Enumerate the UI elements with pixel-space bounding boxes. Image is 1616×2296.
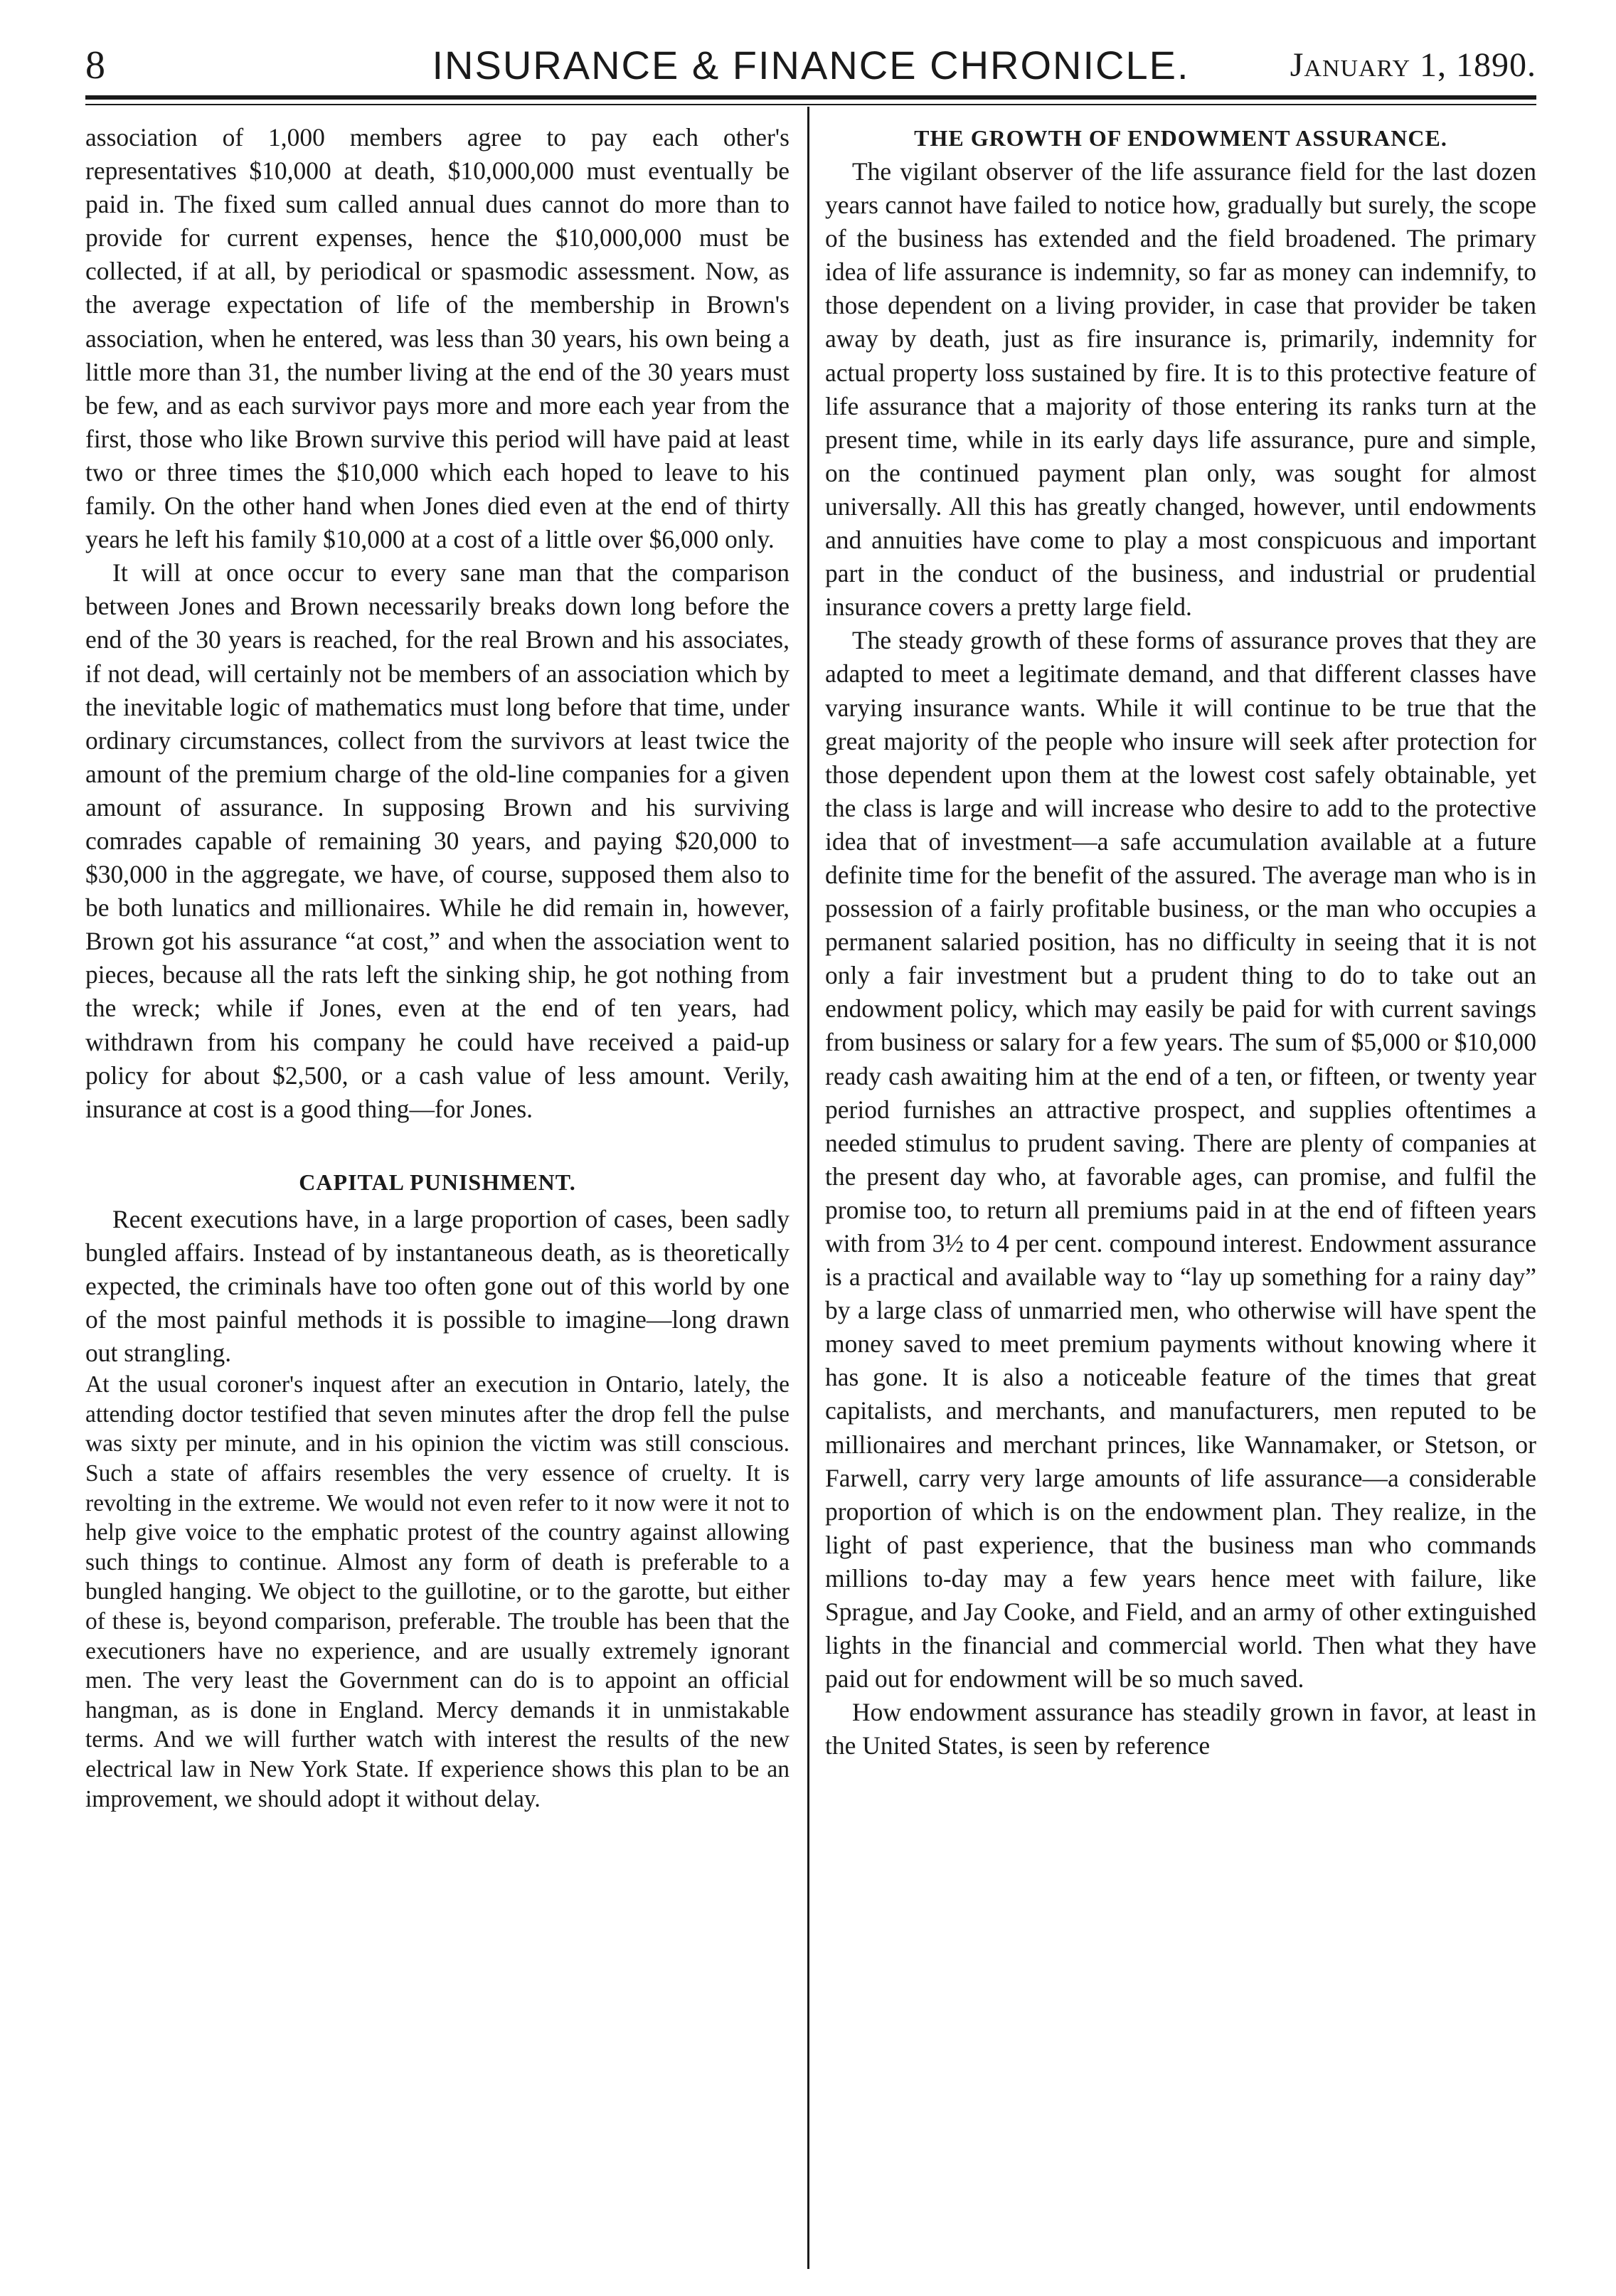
assessment-paragraph-2: It will at once occur to every sane man that the comparison between Jones and Brown necessarily breaks down long before the end of the 30 years is reached, for the real Brown and his associates, if not dead, will certainly not be members of an association which by the inevitable logic of mathematics must long before that time, under ordinary circumstances, collect from the survivors at least twice the amount of the premium charge of the old-line companies for a given amount of assurance. In supposing Brown and his surviving comrades capable of remaining 30 years, and paying $20,000 to $30,000 in the aggregate, we have, of course, supposed them also to be both lunatics and millionaires. While he did remain in, however, Brown got his assurance “at cost,” and when the association went to pieces, because all the rats left the sinking ship, he got nothing from the wreck; while if Jones, even at the end of ten years, had withdrawn from his company he could have received a paid-up policy for about $2,500, or a cash value of less amount. Verily, insurance at cost is a good thing—for Jones. (85, 558, 790, 1123)
endowment-paragraph-3: How endowment assurance has steadily grown in favor, at least in the United States, is seen by reference (825, 1698, 1536, 1760)
page-number: 8 (85, 43, 105, 87)
assessment-paragraph-1: association of 1,000 members agree to pay each other's representatives $10,000 at death, $10,000,000 must eventually be paid in. The fixed sum called annual dues cannot do more than to provide for current expenses, hence the $10,000,000 must be collected, if at all, by periodical or spasmodic assessment. Now, as the average expectation of life of the membership in Brown's association, when he entered, was less than 30 years, his own being a little more than 31, the number living at the end of the 30 years must be few, and as each survivor pays more and more each year from the first, those who like Brown survive this period will have paid at least two or three times the $10,000 which each hoped to leave to his family. On the other hand when Jones died even at the end of thirty years he left his family $10,000 at a cost of a little over $6,000 only. (85, 123, 790, 554)
capital-punishment-paragraph-2: At the usual coroner's inquest after an execution in Ontario, lately, the attending doctor testified that seven minutes after the drop fell the pulse was sixty per minute, and in his opinion the victim was still conscious. Such a state of affairs resembles the very essence of cruelty. It is revolting in the extreme. We would not even refer to it now were it not to help give voice to the emphatic protest of the country against allowing such things to continue. Almost any form of death is preferable to a bungled hanging. We object to the guillotine, or to the garotte, but either of these is, beyond comparison, preferable. The trouble has been that the executioners have no experience, and are usually extremely ignorant men. The very least the Government can do is to appoint an official hangman, as is done in England. Mercy demands it in unmistakable terms. And we will further watch with interest the results of the new electrical law in New York State. If experience shows this plan to be an improvement, we should adopt it without delay. (85, 1371, 790, 1812)
right-column (825, 121, 1536, 1763)
endowment-paragraph-1: The vigilant observer of the life assurance field for the last dozen years cannot have failed to notice how, gradually but surely, the scope of the business has extended and the field broadened. The primary idea of life assurance is indemnity, so far as money can indemnify, to those dependent on a living provider, in case that provider be taken away by death, just as fire insurance is, primarily, indemnity for actual property loss sustained by fire. It is to this protective feature of life assurance that a majority of those entering its ranks turn at the present time, while in its early days life assurance, pure and simple, on the continued payment plan only, was sought for almost universally. All this has greatly changed, however, until endowments and annuities have come to play a most conspicuous and important part in the conduct of the business, and industrial or prudential insurance covers a pretty large field. (825, 157, 1536, 622)
header-rule-thick (85, 95, 1536, 100)
endowment-heading: THE GROWTH OF ENDOWMENT ASSURANCE. (914, 125, 1447, 151)
issue-date: January 1, 1890. (1290, 46, 1536, 84)
header-rule-thin (85, 104, 1536, 105)
capital-punishment-paragraph-1: Recent executions have, in a large proportion of cases, been sadly bungled affairs. Instead of by instantaneous death, as is theoretically expected, the criminals have too often gone out of this world by one of the most painful methods it is possible to imagine—long drawn out strangling. (85, 1204, 790, 1368)
capital-punishment-heading: CAPITAL PUNISHMENT. (299, 1169, 576, 1195)
page-header (85, 37, 1536, 94)
publication-title: INSURANCE & FINANCE CHRONICLE. (432, 43, 1190, 87)
column-divider (807, 107, 809, 2269)
left-column (85, 121, 790, 1814)
endowment-paragraph-2: The steady growth of these forms of assurance proves that they are adapted to meet a legitimate demand, and that different classes have varying insurance wants. While it will continue to be true that the great majority of the people who insure will seek after protection for those dependent upon them at the lowest cost safely obtainable, yet the class is large and will increase who desire to add to the protective idea that of investment—a safe accumulation available at a future definite time for the benefit of the assured. The average man who is in possession of a fairly profitable business, or the man who occupies a permanent salaried position, has no difficulty in seeing that it is not only a fair investment but a prudent thing to do to take out an endowment policy, which may easily be paid for with current savings from business or salary for a few years. The sum of $5,000 or $10,000 ready cash awaiting him at the end of a ten, or fifteen, or twenty year period furnishes an attractive prospect, and supplies oftentimes a needed stimulus to prudent saving. There are plenty of companies at the present day who, at favorable ages, can promise, and fulfil the promise too, to return all premiums paid in at the end of fifteen years with from 3½ to 4 per cent. compound interest. Endowment assurance is a practical and available way to “lay up something for a rainy day” by a large class of unmarried men, who otherwise will have spent the money saved to meet premium payments without knowing where it has gone. It is also a noticeable feature of the times that great capitalists, and merchants, and manufacturers, men reputed to be millionaires and merchant princes, like Wannamaker, or Stetson, or Farwell, carry very large amounts of life assurance—a considerable proportion of which is on the endowment plan. They realize, in the light of past experience, that the business man who commands millions to-day may a few years hence meet with failure, like Sprague, and Jay Cooke, and Field, and an army of other extinguished lights in the financial and commercial world. Then what they have paid out for endowment will be so much saved. (825, 626, 1536, 1694)
